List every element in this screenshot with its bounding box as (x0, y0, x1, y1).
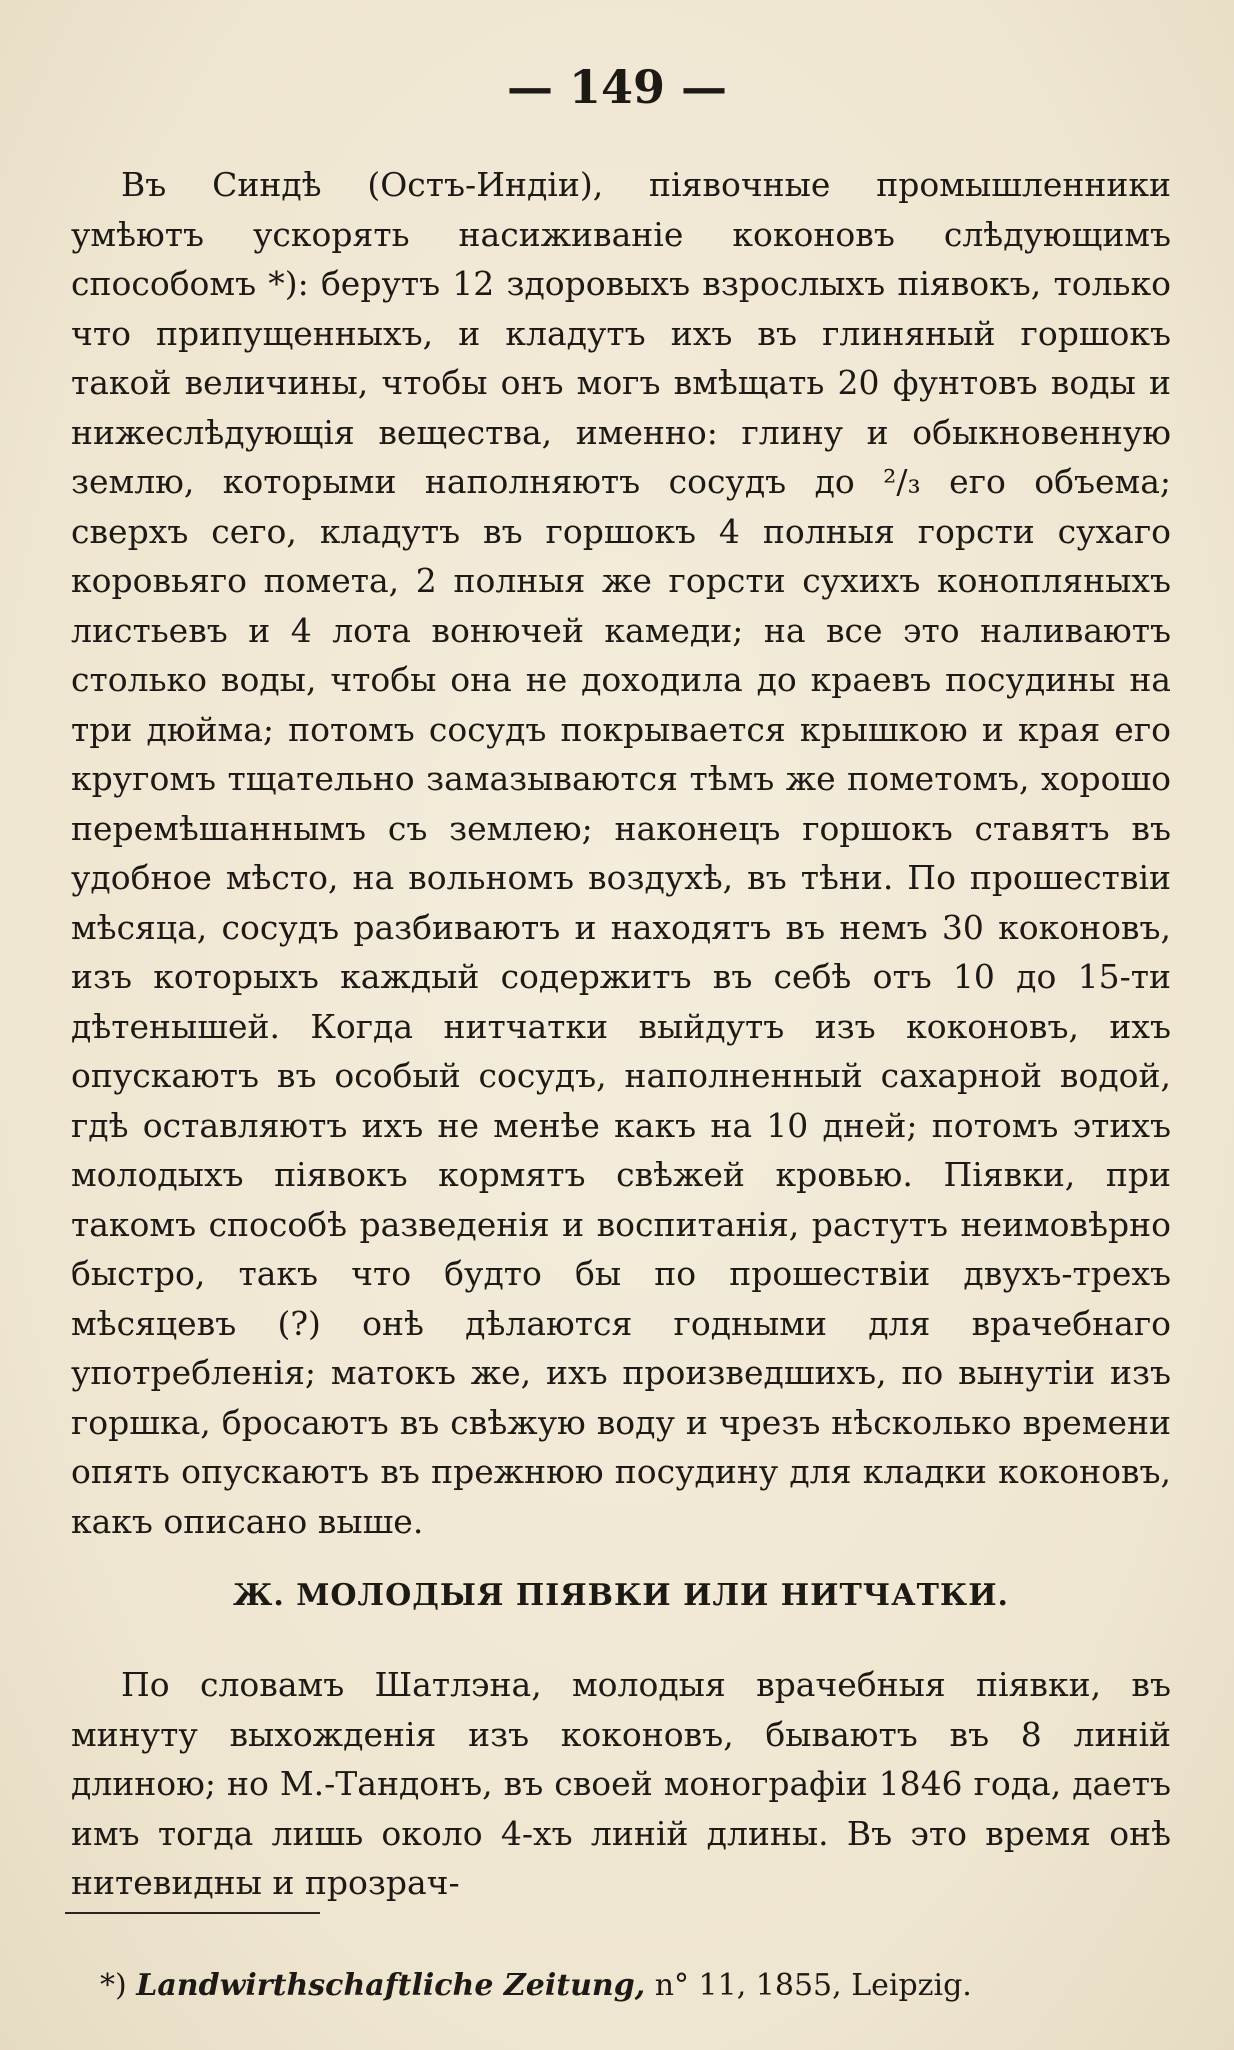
paragraph: Въ Синдѣ (Остъ-Индіи), піявочные промышленники умѣютъ ускорять насиживаніе коконовъ слѣдующимъ способомъ *): берутъ 12 здоровыхъ взрослыхъ піявокъ, только что припущенныхъ, и кладутъ ихъ въ глиняный горшокъ такой величины, чтобы онъ могъ вмѣщать 20 фунтовъ воды и нижеслѣдующія вещества, именно: глину и обыкновенную землю, которыми наполняютъ сосудъ до ²/₃ его объема; сверхъ сего, кладутъ въ горшокъ 4 полныя горсти сухаго коровьяго помета, 2 полныя же горсти сухихъ конопляныхъ листьевъ и 4 лота вонючей камеди; на все это наливаютъ столько воды, чтобы она не доходила до краевъ посудины на три дюйма; потомъ сосудъ покрывается крышкою и края его кругомъ тщательно замазываются тѣмъ же пометомъ, хорошо перемѣшаннымъ съ землею; наконецъ горшокъ ставятъ въ удобное мѣсто, на вольномъ воздухѣ, въ тѣни. По прошествіи мѣсяца, сосудъ разбиваютъ и находятъ въ немъ 30 коконовъ, изъ которыхъ каждый содержитъ въ себѣ отъ 10 до 15-ти дѣтенышей. Когда нитчатки выйдутъ изъ коконовъ, ихъ опускаютъ въ особый сосудъ, наполненный сахарной водой, гдѣ оставляютъ ихъ не менѣе какъ на 10 дней; потомъ этихъ молодыхъ піявокъ кормятъ свѣжей кровью. Піявки, при такомъ способѣ разведенія и воспитанія, растутъ неимовѣрно быстро, такъ что будто бы по прошествіи двухъ-трехъ мѣсяцевъ (?) онѣ дѣлаются годными для врачебнаго употребленія; матокъ же, ихъ произведшихъ, по вынутіи изъ горшка, бросаютъ въ свѣжую воду и чрезъ нѣсколько времени опять опускаютъ въ прежнюю посудину для кладки коконовъ, какъ описано выше. (71, 165, 1171, 1541)
page-number: — 149 — (506, 60, 728, 114)
footnote-marker: *) (100, 1968, 127, 2003)
paragraph: По словамъ Шатлэна, молодыя врачебныя піявки, въ минуту выхожденія изъ коконовъ, бываютъ въ 8 линій длиною; но М.-Тандонъ, въ своей монографіи 1846 года, даетъ имъ тогда лишь около 4-хъ линій длины. Въ это время онѣ нитевидны и прозрач- (71, 1665, 1171, 1902)
second-text (71, 1660, 1171, 1908)
footnote (100, 1968, 1180, 2003)
section-heading: Ж. МОЛОДЫЯ ПІЯВКИ ИЛИ НИТЧАТКИ. (232, 1578, 1010, 1613)
main-text (71, 160, 1171, 1546)
footnote-divider (65, 1912, 320, 1914)
footnote-source-details: n° 11, 1855, Leipzig. (654, 1968, 972, 2003)
footnote-source-title: Landwirthschaftliche Zeitung, (136, 1968, 646, 2003)
